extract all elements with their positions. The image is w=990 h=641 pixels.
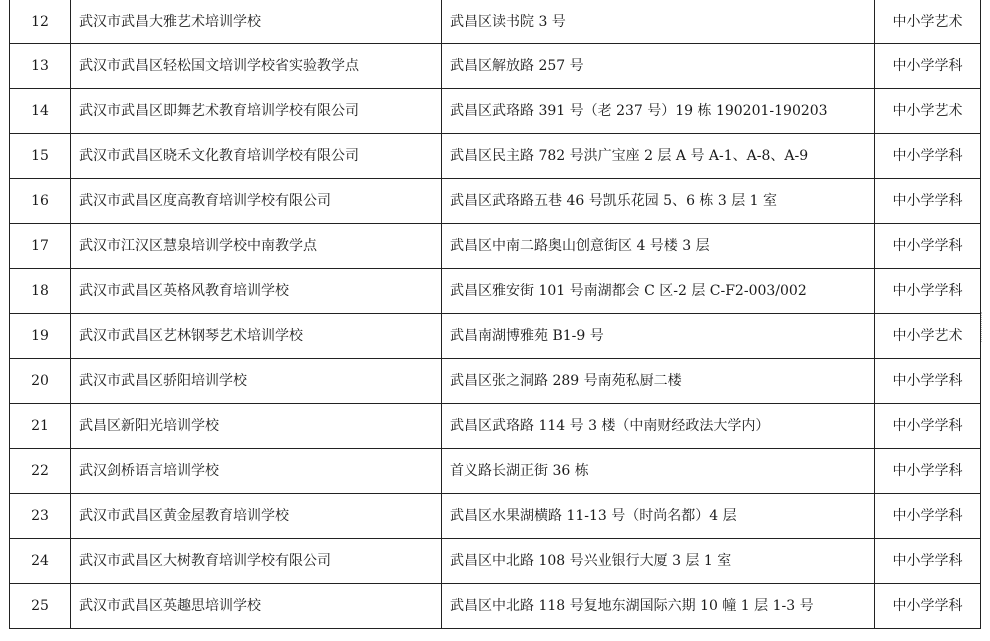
school-name-cell: 武汉市武昌区轻松国文培训学校省实验教学点 — [71, 44, 442, 89]
address-cell: 武昌区张之洞路 289 号南苑私厨二楼 — [442, 359, 875, 404]
table-row — [10, 314, 981, 359]
table-row — [10, 539, 981, 584]
address-cell: 武昌南湖博雅苑 B1-9 号 — [442, 314, 875, 359]
address-cell: 武昌区读书院 3 号 — [442, 0, 875, 44]
school-name-cell: 武汉市武昌区骄阳培训学校 — [71, 359, 442, 404]
row-number-cell: 25 — [10, 584, 71, 629]
school-name-cell: 武汉市武昌区晓禾文化教育培训学校有限公司 — [71, 134, 442, 179]
school-list-table-container — [9, 0, 980, 629]
row-number-cell: 21 — [10, 404, 71, 449]
table-row — [10, 224, 981, 269]
row-number-cell: 22 — [10, 449, 71, 494]
category-cell: 中小学学科 — [875, 449, 981, 494]
row-number-cell: 19 — [10, 314, 71, 359]
row-number-cell: 16 — [10, 179, 71, 224]
row-number-cell: 23 — [10, 494, 71, 539]
table-row — [10, 494, 981, 539]
address-cell: 武昌区武珞路 114 号 3 楼（中南财经政法大学内） — [442, 404, 875, 449]
table-row — [10, 584, 981, 629]
school-name-cell: 武汉市武昌大雅艺术培训学校 — [71, 0, 442, 44]
category-cell: 中小学学科 — [875, 359, 981, 404]
row-number-cell: 12 — [10, 0, 71, 44]
category-cell: 中小学学科 — [875, 539, 981, 584]
table-row — [10, 134, 981, 179]
table-body — [10, 0, 981, 629]
category-cell: 中小学学科 — [875, 269, 981, 314]
address-cell: 武昌区中南二路奥山创意街区 4 号楼 3 层 — [442, 224, 875, 269]
school-name-cell: 武汉市江汉区慧泉培训学校中南教学点 — [71, 224, 442, 269]
category-cell: 中小学艺术 — [875, 89, 981, 134]
row-number-cell: 24 — [10, 539, 71, 584]
address-cell: 武昌区武珞路五巷 46 号凯乐花园 5、6 栋 3 层 1 室 — [442, 179, 875, 224]
address-cell: 武昌区雅安街 101 号南湖都会 C 区-2 层 C-F2-003/002 — [442, 269, 875, 314]
table-row — [10, 0, 981, 44]
category-cell: 中小学学科 — [875, 134, 981, 179]
page-edge-marker — [981, 312, 990, 342]
address-cell: 武昌区中北路 118 号复地东湖国际六期 10 幢 1 层 1-3 号 — [442, 584, 875, 629]
category-cell: 中小学学科 — [875, 44, 981, 89]
category-cell: 中小学学科 — [875, 584, 981, 629]
category-cell: 中小学学科 — [875, 224, 981, 269]
category-cell: 中小学学科 — [875, 494, 981, 539]
school-list-table — [9, 0, 981, 629]
row-number-cell: 17 — [10, 224, 71, 269]
school-name-cell: 武汉市武昌区英格风教育培训学校 — [71, 269, 442, 314]
address-cell: 武昌区中北路 108 号兴业银行大厦 3 层 1 室 — [442, 539, 875, 584]
table-row — [10, 449, 981, 494]
school-name-cell: 武汉市武昌区大树教育培训学校有限公司 — [71, 539, 442, 584]
row-number-cell: 15 — [10, 134, 71, 179]
row-number-cell: 18 — [10, 269, 71, 314]
address-cell: 武昌区武珞路 391 号（老 237 号）19 栋 190201-190203 — [442, 89, 875, 134]
school-name-cell: 武汉市武昌区黄金屋教育培训学校 — [71, 494, 442, 539]
category-cell: 中小学艺术 — [875, 0, 981, 44]
table-row — [10, 44, 981, 89]
row-number-cell: 20 — [10, 359, 71, 404]
school-name-cell: 武汉市武昌区即舞艺术教育培训学校有限公司 — [71, 89, 442, 134]
school-name-cell: 武汉剑桥语言培训学校 — [71, 449, 442, 494]
table-row — [10, 179, 981, 224]
row-number-cell: 14 — [10, 89, 71, 134]
school-name-cell: 武汉市武昌区英趣思培训学校 — [71, 584, 442, 629]
category-cell: 中小学学科 — [875, 179, 981, 224]
school-name-cell: 武汉市武昌区艺林钢琴艺术培训学校 — [71, 314, 442, 359]
category-cell: 中小学艺术 — [875, 314, 981, 359]
address-cell: 武昌区解放路 257 号 — [442, 44, 875, 89]
address-cell: 武昌区民主路 782 号洪广宝座 2 层 A 号 A-1、A-8、A-9 — [442, 134, 875, 179]
table-row — [10, 404, 981, 449]
table-row — [10, 359, 981, 404]
table-row — [10, 89, 981, 134]
address-cell: 首义路长湖正街 36 栋 — [442, 449, 875, 494]
school-name-cell: 武昌区新阳光培训学校 — [71, 404, 442, 449]
school-name-cell: 武汉市武昌区度高教育培训学校有限公司 — [71, 179, 442, 224]
address-cell: 武昌区水果湖横路 11-13 号（时尚名都）4 层 — [442, 494, 875, 539]
table-row — [10, 269, 981, 314]
row-number-cell: 13 — [10, 44, 71, 89]
category-cell: 中小学学科 — [875, 404, 981, 449]
